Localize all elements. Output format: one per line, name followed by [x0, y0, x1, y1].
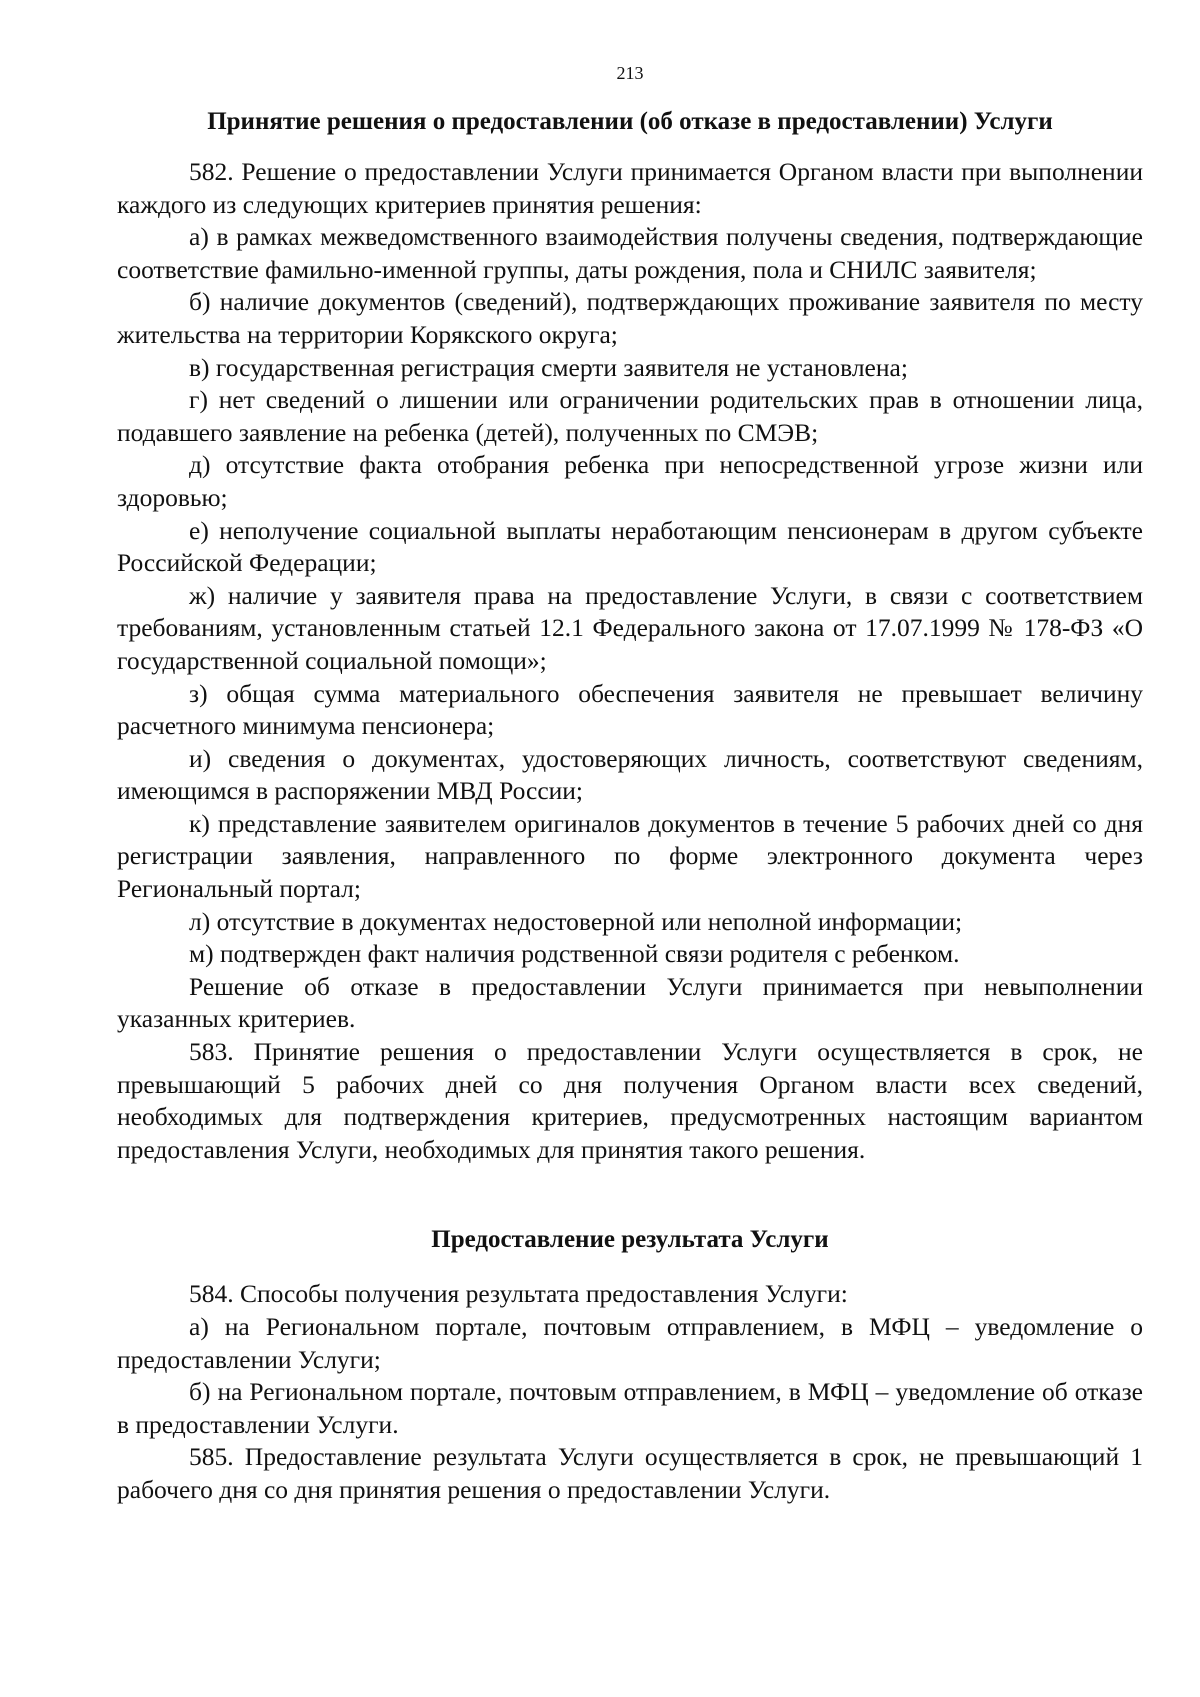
criterion-v: в) государственная регистрация смерти заявителя не установлена;	[189, 352, 908, 382]
section-body-result	[117, 1278, 1143, 1506]
criterion-b: б) наличие документов (сведений), подтверждающих проживание заявителя по месту жительства на территории Корякского округа;	[117, 287, 1143, 349]
refusal-decision-paragraph: Решение об отказе в предоставлении Услуги принимается при невыполнении указанных критериев.	[117, 971, 1143, 1034]
result-method-a: а) на Региональном портале, почтовым отправлением, в МФЦ – уведомление о предоставлении Услуги;	[117, 1312, 1143, 1374]
paragraph-582: 582. Решение о предоставлении Услуги принимается Органом власти при выполнении каждого из следующих критериев принятия решения:	[117, 157, 1143, 219]
page-number: 213	[616, 63, 644, 83]
criterion-z: з) общая сумма материального обеспечения заявителя не превышает величину расчетного минимума пенсионера;	[117, 678, 1143, 741]
criterion-k: к) представление заявителем оригиналов документов в течение 5 рабочих дней со дня регистрации заявления, направленного по форме электронного документа через Региональный портал;	[117, 808, 1143, 904]
section-heading-decision: Принятие решения о предоставлении (об отказе в предоставлении) Услуги	[207, 108, 1053, 135]
result-method-b: б) на Региональном портале, почтовым отправлением, в МФЦ – уведомление об отказе в предоставлении Услуги.	[117, 1377, 1143, 1439]
document-page	[117, 60, 1143, 1507]
section-body-decision	[117, 156, 1143, 1166]
paragraph-583: 583. Принятие решения о предоставлении Услуги осуществляется в срок, не превышающий 5 рабочих дней со дня получения Органом власти всех сведений, необходимых для подтверждения критериев, предусмотренных настоящим вариантом предоставления Услуги, необходимых для принятия такого решения.	[117, 1037, 1143, 1164]
criterion-m: м) подтвержден факт наличия родственной связи родителя с ребенком.	[189, 939, 960, 969]
criterion-a: а) в рамках межведомственного взаимодействия получены сведения, подтверждающие соответствие фамильно-именной группы, даты рождения, пола и СНИЛС заявителя;	[117, 222, 1143, 284]
criterion-d: д) отсутствие факта отобрания ребенка при непосредственной угрозе жизни или здоровью;	[117, 450, 1143, 512]
criterion-e: е) неполучение социальной выплаты неработающим пенсионерам в другом субъекте Российской Федерации;	[117, 515, 1143, 578]
criterion-g: г) нет сведений о лишении или ограничении родительских прав в отношении лица, подавшего заявление на ребенка (детей), полученных по СМЭВ;	[117, 385, 1143, 447]
criterion-zh: ж) наличие у заявителя права на предоставление Услуги, в связи с соответствием требованиям, установленным статьей 12.1 Федерального закона от 17.07.1999 № 178-ФЗ «О государственной социальной помощи»;	[117, 580, 1143, 675]
criterion-l: л) отсутствие в документах недостоверной или неполной информации;	[189, 906, 963, 936]
paragraph-585: 585. Предоставление результата Услуги осуществляется в срок, не превышающий 1 рабочего дня со дня принятия решения о предоставлении Услуги.	[117, 1442, 1143, 1504]
paragraph-584: 584. Способы получения результата предоставления Услуги:	[189, 1279, 848, 1309]
criterion-i: и) сведения о документах, удостоверяющих личность, соответствуют сведениям, имеющимся в распоряжении МВД России;	[117, 743, 1143, 806]
section-heading-result: Предоставление результата Услуги	[431, 1226, 829, 1254]
